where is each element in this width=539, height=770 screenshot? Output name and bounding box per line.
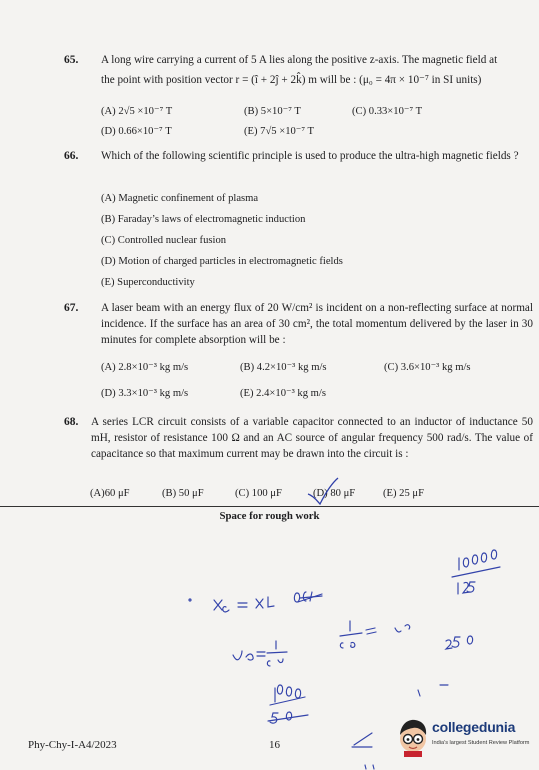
option-b: (B) Faraday’s laws of electromagnetic induction bbox=[101, 214, 306, 225]
question-text-line2: the point with position vector r = (î + 2ĵ + 2k̂) m will be : (μ₀ = 4π × 10⁻⁷ in SI units) bbox=[101, 74, 482, 86]
question-text: A series LCR circuit consists of a variable capacitor connected to an inductor of inductance 50 mH, resistor of resistance 100 Ω and an AC source of angular frequency 500 rad/s. The value of capacitance so that maximum current may be drawn into the circuit is : bbox=[91, 416, 533, 460]
rough-work-heading: Space for rough work bbox=[219, 510, 320, 522]
option-c: (C) 0.33×10⁻⁷ T bbox=[352, 106, 423, 117]
section-divider bbox=[0, 506, 539, 507]
option-c: (C) 3.6×10⁻³ kg m/s bbox=[384, 362, 471, 373]
question-text: A laser beam with an energy flux of 20 W/cm² is incident on a non-reflecting surface at normal incidence. If the surface has an area of 30 cm², the total momentum delivered by the laser in 30 minutes for complete absorption will be : bbox=[101, 302, 533, 346]
logo-tagline: India's largest Student Review Platform bbox=[432, 740, 530, 746]
question-text-line1: A long wire carrying a current of 5 A lies along the positive z-axis. The magnetic field at bbox=[101, 54, 498, 66]
option-d: (D) 0.66×10⁻⁷ T bbox=[101, 126, 172, 137]
paper-code: Phy-Chy-I-A4/2023 bbox=[28, 739, 117, 751]
question-number: 66. bbox=[64, 150, 79, 162]
option-b: (B) 50 μF bbox=[162, 488, 204, 499]
option-c: (C) Controlled nuclear fusion bbox=[101, 235, 227, 246]
option-a: (A) Magnetic confinement of plasma bbox=[101, 193, 259, 204]
option-e: (E) 2.4×10⁻³ kg m/s bbox=[240, 388, 326, 399]
collegedunia-logo bbox=[397, 717, 533, 757]
question-number: 65. bbox=[64, 54, 79, 66]
option-d: (D) 3.3×10⁻³ kg m/s bbox=[101, 388, 189, 399]
option-d: (D) Motion of charged particles in electromagnetic fields bbox=[101, 256, 343, 267]
option-d: (D) 80 μF bbox=[313, 488, 356, 499]
option-e: (E) 25 μF bbox=[383, 488, 424, 499]
option-a: (A) 2.8×10⁻³ kg m/s bbox=[101, 362, 189, 373]
option-e: (E) 7√5 ×10⁻⁷ T bbox=[244, 126, 315, 137]
option-a: (A) 2√5 ×10⁻⁷ T bbox=[101, 106, 173, 117]
question-number: 67. bbox=[64, 302, 79, 314]
logo-wordmark: collegedunia bbox=[432, 719, 516, 735]
option-b: (B) 5×10⁻⁷ T bbox=[244, 106, 301, 117]
option-a: (A)60 μF bbox=[90, 488, 130, 499]
mascot-face-icon bbox=[397, 717, 429, 757]
answer-tick-mark bbox=[305, 476, 341, 506]
question-text: Which of the following scientific principle is used to produce the ultra-high magnetic fields ? bbox=[101, 150, 519, 162]
page-number: 16 bbox=[269, 739, 280, 751]
option-e: (E) Superconductivity bbox=[101, 277, 195, 288]
option-b: (B) 4.2×10⁻³ kg m/s bbox=[240, 362, 327, 373]
option-c: (C) 100 μF bbox=[235, 488, 282, 499]
question-number: 68. bbox=[64, 416, 79, 428]
